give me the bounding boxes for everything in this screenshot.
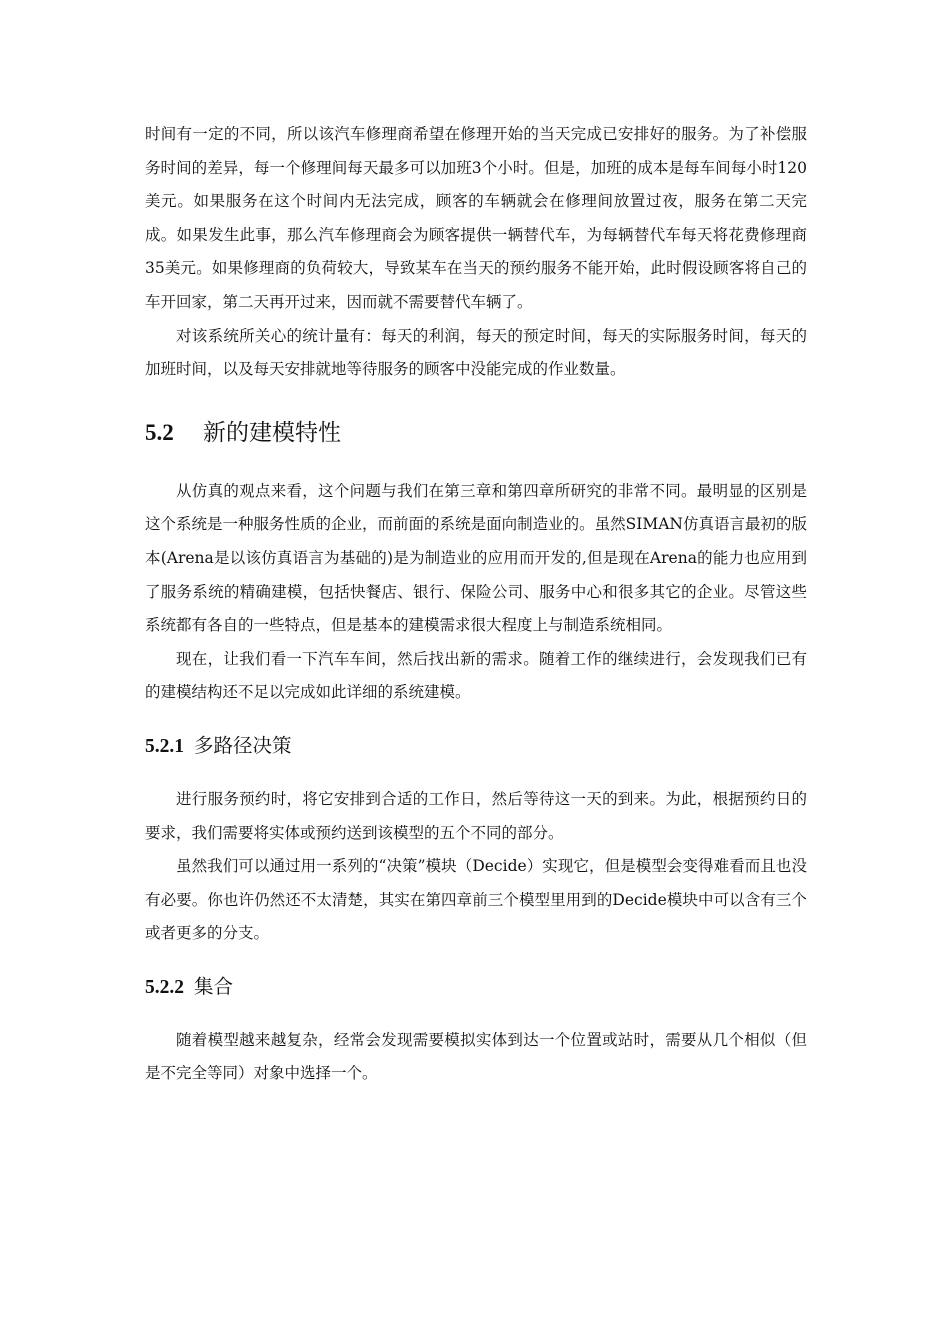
body-paragraph: 时间有一定的不同，所以该汽车修理商希望在修理开始的当天完成已安排好的服务。为了补偿服务时间的差异，每一个修理间每天最多可以加班3个小时。但是，加班的成本是每车间每小时120美元。如果服务在这个时间内无法完成，顾客的车辆就会在修理间放置过夜，服务在第二天完成。如果发生此事，那么汽车修理商会为顾客提供一辆替代车，为每辆替代车每天将花费修理商35美元。如果修理商的负荷较大，导致某车在当天的预约服务不能开始，此时假设顾客将自己的车开回家，第二天再开过来，因而就不需要替代车辆了。 [145,125,807,311]
body-paragraph: 从仿真的观点来看，这个问题与我们在第三章和第四章所研究的非常不同。最明显的区别是这个系统是一种服务性质的企业，而前面的系统是面向制造业的。虽然SIMAN仿真语言最初的版本(Arena是以该仿真语言为基础的)是为制造业的应用而开发的,但是现在Arena的能力也应用到了服务系统的精确建模，包括快餐店、银行、保险公司、服务中心和很多其它的企业。尽管这些系统都有各自的一些特点，但是基本的建模需求很大程度上与制造系统相同。 [145,481,807,635]
body-paragraph: 随着模型越来越复杂，经常会发现需要模拟实体到达一个位置或站时，需要从几个相似（但是不完全等同）对象中选择一个。 [145,1030,807,1083]
section-title: 新的建模特性 [203,419,341,446]
body-paragraph: 对该系统所关心的统计量有：每天的利润，每天的预定时间，每天的实际服务时间，每天的加班时间，以及每天安排就地等待服务的顾客中没能完成的作业数量。 [145,326,807,379]
page-content [145,118,807,1091]
subsection-heading [145,969,807,1006]
section-number: 5.2 [145,419,174,445]
subsection-title: 多路径决策 [194,733,292,757]
subsection-title: 集合 [194,974,234,998]
subsection-heading [145,728,807,765]
body-paragraph: 虽然我们可以通过用一系列的“决策”模块（Decide）实现它，但是模型会变得难看而且也没有必要。你也许仍然还不太清楚，其实在第四章前三个模型里用到的Decide模块中可以含有三个或者更多的分支。 [145,857,807,943]
subsection-number: 5.2.1 [145,735,184,757]
body-paragraph: 现在，让我们看一下汽车车间，然后找出新的需求。随着工作的继续进行，会发现我们已有的建模结构还不足以完成如此详细的系统建模。 [145,649,807,702]
section-heading [145,413,807,453]
subsection-number: 5.2.2 [145,976,184,998]
body-paragraph: 进行服务预约时，将它安排到合适的工作日，然后等待这一天的到来。为此，根据预约日的要求，我们需要将实体或预约送到该模型的五个不同的部分。 [145,789,807,842]
